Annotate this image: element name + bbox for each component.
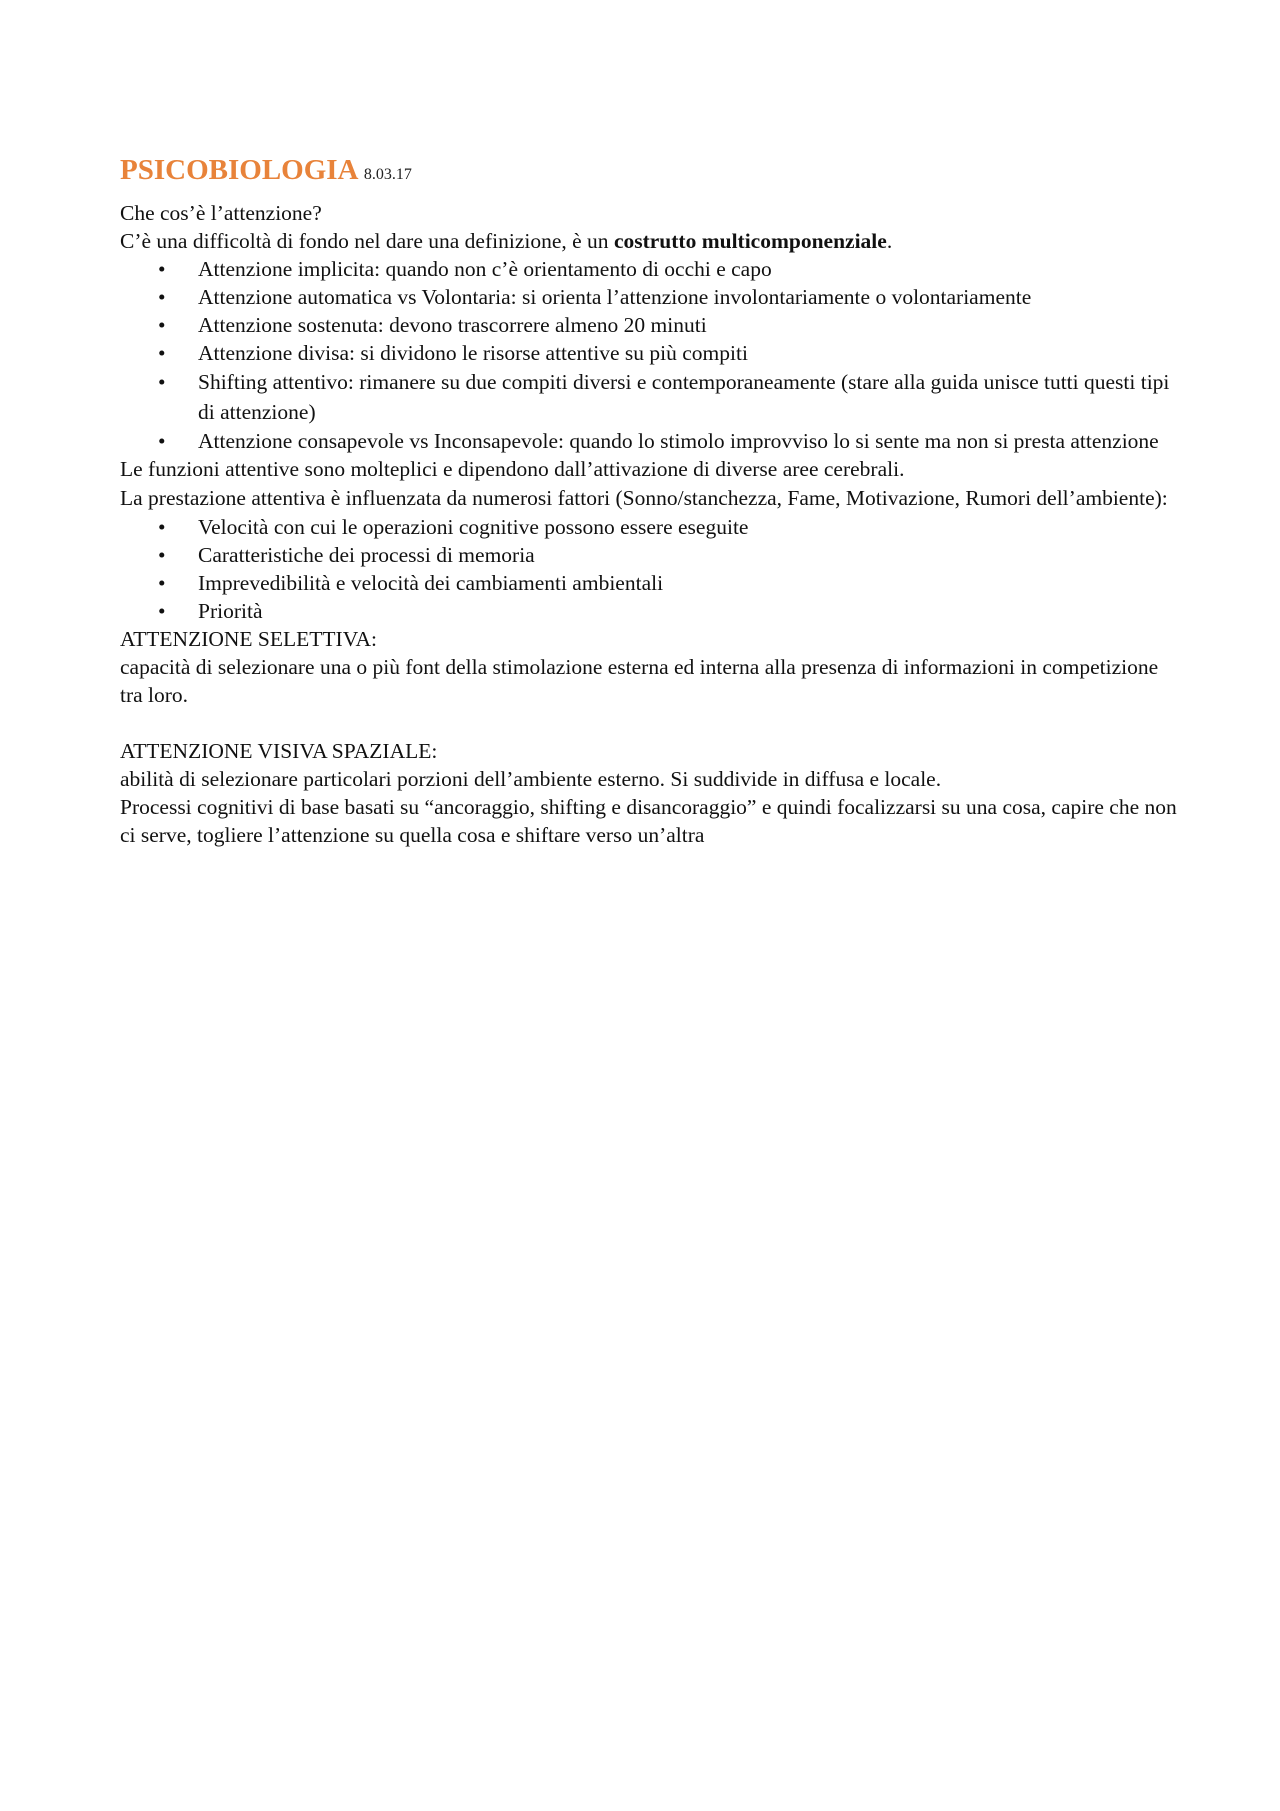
list-item	[120, 569, 1180, 597]
bullet-icon: •	[158, 571, 166, 595]
bullet-icon: •	[158, 285, 166, 309]
bullet-icon: •	[158, 257, 166, 281]
bullet-icon: •	[158, 313, 166, 337]
list-item-text: Priorità	[198, 599, 263, 623]
bullet-icon: •	[158, 429, 166, 453]
list-item	[120, 339, 1180, 367]
title-line	[120, 152, 1180, 193]
document-page	[120, 152, 1180, 849]
list-item-text: Attenzione consapevole vs Inconsapevole: quando lo stimolo improvviso lo si sente ma non si presta attenzione	[198, 429, 1159, 453]
intro-paragraph	[120, 227, 1180, 255]
visual-heading: ATTENZIONE VISIVA SPAZIALE:	[120, 739, 438, 763]
intro-text: C’è una difficoltà di fondo nel dare una definizione, è un	[120, 229, 614, 253]
bullet-icon: •	[158, 515, 166, 539]
factors-intro-paragraph: La prestazione attentiva è influenzata da numerosi fattori (Sonno/stanchezza, Fame, Motivazione, Rumori dell’ambiente):	[120, 486, 1168, 510]
document-date: 8.03.17	[363, 166, 412, 183]
list-item	[120, 255, 1180, 283]
list-item-text: Shifting attentivo: rimanere su due compiti diversi e contemporaneamente (stare alla guida unisce tutti questi tipi di attenzione)	[198, 370, 1170, 424]
list-item	[120, 513, 1180, 541]
question-line: Che cos’è l’attenzione?	[120, 201, 322, 225]
visual-paragraph-1: abilità di selezionare particolari porzioni dell’ambiente esterno. Si suddivide in diffusa e locale.	[120, 767, 942, 791]
paragraph-gap	[120, 709, 1180, 737]
list-item	[120, 283, 1180, 311]
list-item-text: Attenzione automatica vs Volontaria: si orienta l’attenzione involontariamente o volontariamente	[198, 285, 1032, 309]
list-item-text: Attenzione implicita: quando non c’è orientamento di occhi e capo	[198, 257, 772, 281]
list-item	[120, 311, 1180, 339]
intro-bold-term: costrutto multicomponenziale	[613, 229, 887, 253]
list-item	[120, 597, 1180, 625]
attention-types-list	[120, 255, 1180, 455]
document-title: PSICOBIOLOGIA	[120, 154, 359, 186]
bullet-icon: •	[158, 341, 166, 365]
list-item	[120, 367, 1180, 427]
bullet-icon: •	[158, 370, 166, 394]
list-item-text: Caratteristiche dei processi di memoria	[198, 543, 535, 567]
visual-paragraph-2: Processi cognitivi di base basati su “ancoraggio, shifting e disancoraggio” e quindi focalizzarsi su una cosa, capire che non ci serve, togliere l’attenzione su quella cosa e shiftare verso un’altra	[120, 795, 1177, 847]
list-item-text: Attenzione sostenuta: devono trascorrere almeno 20 minuti	[198, 313, 707, 337]
bullet-icon: •	[158, 599, 166, 623]
list-item	[120, 427, 1180, 455]
intro-end: .	[886, 229, 893, 253]
selective-heading: ATTENZIONE SELETTIVA:	[120, 627, 377, 651]
list-item-text: Velocità con cui le operazioni cognitive possono essere eseguite	[198, 515, 749, 539]
functions-paragraph: Le funzioni attentive sono molteplici e dipendono dall’attivazione di diverse aree cerebrali.	[120, 457, 905, 481]
list-item	[120, 541, 1180, 569]
factors-list	[120, 513, 1180, 625]
selective-paragraph: capacità di selezionare una o più font della stimolazione esterna ed interna alla presenza di informazioni in competizione tra loro.	[120, 655, 1159, 707]
list-item-text: Attenzione divisa: si dividono le risorse attentive su più compiti	[198, 341, 748, 365]
bullet-icon: •	[158, 543, 166, 567]
list-item-text: Imprevedibilità e velocità dei cambiamenti ambientali	[198, 571, 664, 595]
